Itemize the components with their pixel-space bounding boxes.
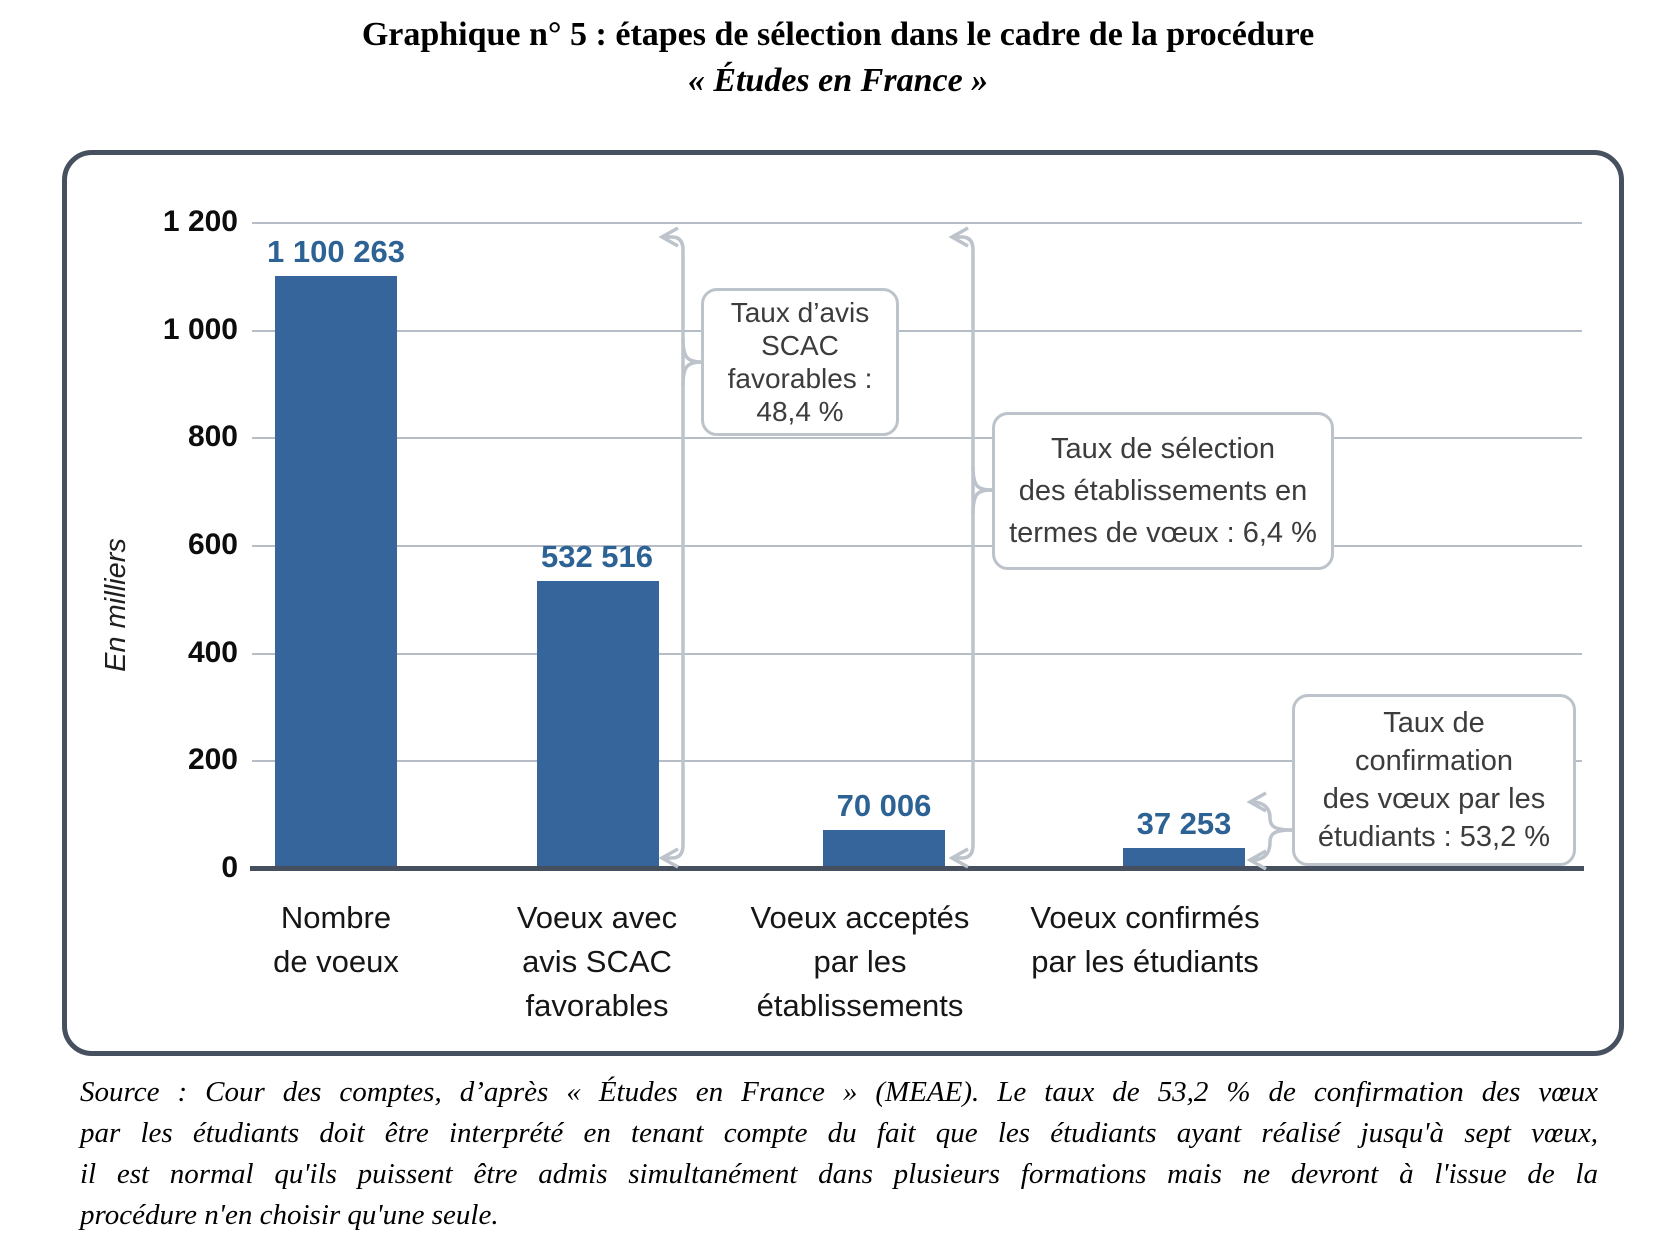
gridline-800 <box>252 437 1582 439</box>
y-tick-400: 400 <box>187 636 238 669</box>
callout-line: étudiants : 53,2 % <box>1317 821 1551 853</box>
callout-line: SCAC <box>761 330 839 361</box>
y-tick-0: 0 <box>221 851 238 884</box>
x-label-line: Nombre <box>280 900 392 935</box>
value-label-4: 37 253 <box>1136 805 1232 841</box>
value-label-2: 532 516 <box>540 539 654 575</box>
x-label-line: favorables <box>525 988 669 1023</box>
bar-voeux-acceptes <box>823 830 945 868</box>
callout-line: 48,4 % <box>756 396 844 427</box>
y-axis-unit-label: En milliers <box>100 538 132 672</box>
callout-line: Taux de <box>1383 707 1485 739</box>
source-line: procédure n'en choisir qu'une seule. <box>80 1199 499 1231</box>
y-tick-1000: 1 000 <box>162 313 238 346</box>
gridline-1000 <box>252 330 1582 332</box>
callout-line: des établissements en <box>1018 475 1308 507</box>
bar-nombre-de-voeux <box>275 276 397 868</box>
callout-line: favorables : <box>727 363 873 394</box>
callout-taux-selection-etablissements <box>992 412 1334 570</box>
gridline-1200 <box>252 222 1582 224</box>
bar-voeux-confirmes <box>1123 848 1245 868</box>
x-label-line: Voeux avec <box>516 900 678 935</box>
value-label-1: 1 100 263 <box>267 233 405 269</box>
y-tick-1200: 1 200 <box>162 205 238 238</box>
callout-taux-avis-scac <box>701 288 899 436</box>
gridline-600 <box>252 545 1582 547</box>
y-tick-200: 200 <box>187 743 238 776</box>
x-label-voeux-confirmes <box>975 896 1315 984</box>
y-tick-800: 800 <box>187 420 238 453</box>
callout-line: Taux d’avis <box>730 297 870 328</box>
chart-title-line2: « Études en France » <box>687 62 989 99</box>
bar-voeux-avis-scac <box>537 581 659 868</box>
x-axis-line <box>250 866 1584 871</box>
x-label-line: avis SCAC <box>522 944 672 979</box>
callout-line: confirmation <box>1355 745 1513 777</box>
callout-line: Taux de sélection <box>1050 433 1276 465</box>
source-note <box>80 1072 1598 1236</box>
chart-title-line1: Graphique n° 5 : étapes de sélection dans le cadre de la procédure <box>361 16 1315 53</box>
callout-line: des vœux par les <box>1322 783 1546 815</box>
source-line: par les étudiants doit être interprété en tenant compte du fait que les étudiants ayant réalisé jusqu'à sept vœux, <box>80 1117 1598 1149</box>
x-label-line: établissements <box>756 988 964 1023</box>
x-label-line: par les <box>813 944 907 979</box>
chart-title <box>0 12 1676 104</box>
source-line: Source : Cour des comptes, d’après « Études en France » (MEAE). Le taux de 53,2 % de confirmation des vœux <box>80 1076 1598 1108</box>
gridline-400 <box>252 653 1582 655</box>
y-tick-600: 600 <box>187 528 238 561</box>
source-line: il est normal qu'ils puissent être admis simultanément dans plusieurs formations mais ne devront à l'issue de la <box>80 1158 1598 1190</box>
x-label-line: Voeux confirmés <box>1030 900 1260 935</box>
callout-line: termes de vœux : 6,4 % <box>1009 517 1317 549</box>
x-label-line: de voeux <box>273 944 399 979</box>
x-label-line: Voeux acceptés <box>750 900 970 935</box>
x-label-line: par les étudiants <box>1031 944 1259 979</box>
callout-taux-confirmation <box>1292 694 1576 866</box>
value-label-3: 70 006 <box>836 788 932 824</box>
